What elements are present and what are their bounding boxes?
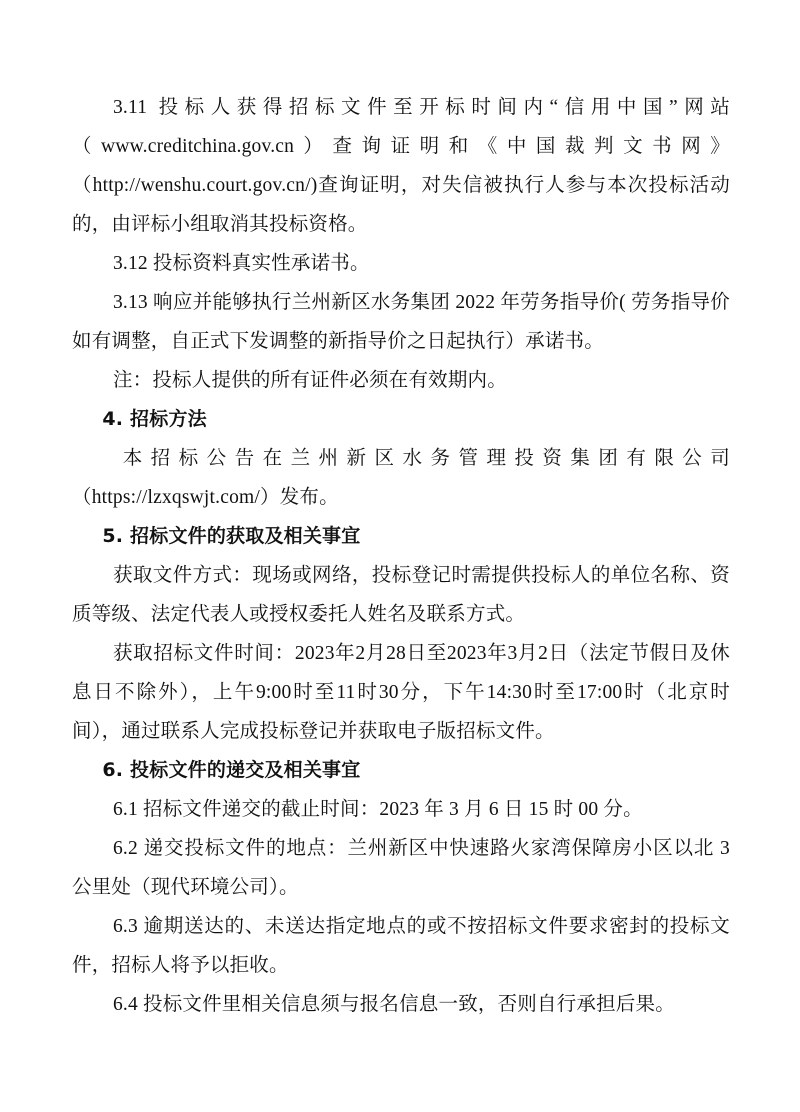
paragraph-3-12: 3.12 投标资料真实性承诺书。 — [112, 253, 370, 274]
paragraph-4-1: 本 招 标 公 告 在 兰 州 新 区 水 务 管 理 投 资 集 团 有 限 公 司（https://lzxqswjt.com/）发布。 — [72, 448, 730, 508]
paragraph-3-13: 3.13 响应并能够执行兰州新区水务集团 2022 年劳务指导价( 劳务指导价如有调整，自正式下发调整的新指导价之日起执行）承诺书。 — [72, 292, 730, 352]
paragraph-6-1: 6.1 招标文件递交的截止时间：2023 年 3 月 6 日 15 时 00 分。 — [112, 799, 643, 820]
paragraph-6-3: 6.3 逾期送达的、未送达指定地点的或不按招标文件要求密封的投标文件，招标人将予以拒收。 — [72, 916, 730, 976]
paragraph-5-1: 获取文件方式：现场或网络，投标登记时需提供投标人的单位名称、资质等级、法定代表人或授权委托人姓名及联系方式。 — [72, 565, 730, 625]
paragraph-note: 注：投标人提供的所有证件必须在有效期内。 — [112, 370, 507, 391]
heading-4-bidding-method: 4. 招标方法 — [102, 408, 207, 430]
paragraph-3-11: 3.11 投标人获得招标文件至开标时间内“信用中国”网站（www.creditchina.gov.cn）查询证明和《中国裁判文书网》（http://wenshu.court.gov.cn/)查询证明，对失信被执行人参与本次投标活动的，由评标小组取消其投标资格。 — [72, 97, 730, 235]
document-body — [72, 88, 730, 1024]
paragraph-6-2: 6.2 递交投标文件的地点：兰州新区中快速路火家湾保障房小区以北 3 公里处（现代环境公司）。 — [72, 838, 730, 898]
paragraph-6-4: 6.4 投标文件里相关信息须与报名信息一致，否则自行承担后果。 — [112, 994, 675, 1015]
paragraph-5-2: 获取招标文件时间：2023年2月28日至2023年3月2日（法定节假日及休息日不除外），上午9:00时至11时30分，下午14:30时至17:00时（北京时间），通过联系人完成投标登记并获取电子版招标文件。 — [72, 643, 730, 742]
heading-6-document-submission: 6. 投标文件的递交及相关事宜 — [102, 759, 361, 781]
heading-5-document-acquisition: 5. 招标文件的获取及相关事宜 — [102, 525, 361, 547]
